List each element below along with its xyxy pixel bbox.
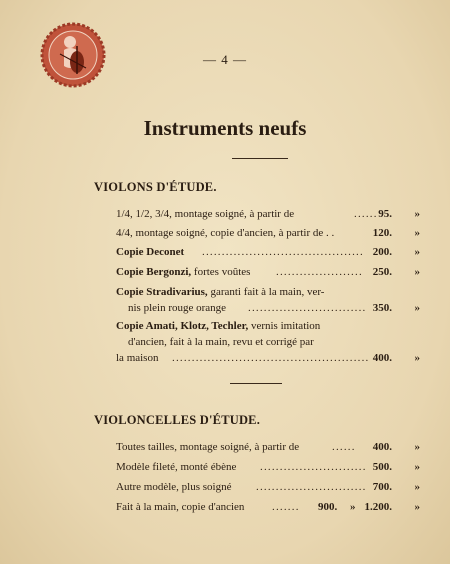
- leader-dots: ......................: [276, 266, 363, 278]
- leader-dots: ...........................: [260, 461, 367, 473]
- leader-dots: ......: [354, 208, 378, 220]
- page-title: Instruments neufs: [143, 116, 307, 140]
- currency-mark: »: [414, 481, 420, 493]
- item-label-rest: vernis imitation: [248, 320, 321, 332]
- list-item: [116, 286, 426, 322]
- item-label: 1/4, 1/2, 3/4, montage soigné, à partir de: [116, 208, 295, 220]
- item-label-rest: fortes voûtes: [191, 266, 251, 278]
- section-divider: [230, 383, 282, 384]
- item-label: 4/4, montage soigné, copie d'ancien, à partir de . .: [116, 227, 335, 239]
- item-label-bold: Copie Bergonzi,: [116, 266, 192, 278]
- title-divider: [232, 158, 288, 159]
- leader-dots: ............................: [256, 481, 367, 493]
- item-label-line2: nis plein rouge orange: [128, 302, 227, 314]
- currency-mark: »: [414, 441, 420, 453]
- currency-mark: »: [414, 352, 420, 364]
- item-price: 250.: [372, 266, 392, 278]
- currency-mark: »: [414, 266, 420, 278]
- currency-mark: »: [414, 208, 420, 220]
- leader-dots: ..............................: [248, 302, 367, 314]
- item-label-line3: la maison: [116, 352, 159, 364]
- item-price: 350.: [372, 302, 392, 314]
- section-title-violoncelles: VIOLONCELLES D'ÉTUDE.: [94, 413, 261, 427]
- item-price: 95.: [378, 208, 392, 220]
- item-price: 400.: [372, 352, 392, 364]
- leader-dots: .........................................: [202, 246, 364, 258]
- item-label: Autre modèle, plus soigné: [116, 481, 232, 493]
- item-label-line2: d'ancien, fait à la main, revu et corrigé par: [128, 336, 314, 348]
- item-price: 400.: [372, 441, 392, 453]
- item-price: 1.200.: [364, 501, 392, 513]
- item-label-bold: Copie Deconet: [116, 246, 185, 258]
- currency-mark-alt: »: [350, 501, 356, 513]
- item-price: 500.: [372, 461, 392, 473]
- list-item: [116, 320, 426, 370]
- currency-mark: »: [414, 302, 420, 314]
- currency-mark: »: [414, 501, 420, 513]
- item-price: 200.: [372, 246, 392, 258]
- section-title-violons: VIOLONS D'ÉTUDE.: [94, 180, 217, 194]
- item-price: 700.: [372, 481, 392, 493]
- item-price-alt: 900.: [318, 501, 338, 513]
- currency-mark: »: [414, 246, 420, 258]
- item-price: 120.: [372, 227, 392, 239]
- leader-dots: .......: [272, 501, 300, 513]
- item-label: Toutes tailles, montage soigné, à partir de: [116, 441, 300, 453]
- item-label-bold: Copie Amati, Klotz, Techler,: [116, 320, 249, 332]
- item-label: Modèle fileté, monté ébène: [116, 461, 237, 473]
- currency-mark: »: [414, 461, 420, 473]
- currency-mark: »: [414, 227, 420, 239]
- leader-dots: ......: [332, 441, 356, 453]
- item-label: Fait à la main, copie d'ancien: [116, 501, 245, 513]
- leader-dots: ..................................................: [172, 352, 370, 364]
- item-label-rest: garanti fait à la main, ver-: [207, 286, 325, 298]
- page-number: — 4 —: [203, 52, 247, 67]
- item-label-bold: Copie Stradivarius,: [116, 286, 208, 298]
